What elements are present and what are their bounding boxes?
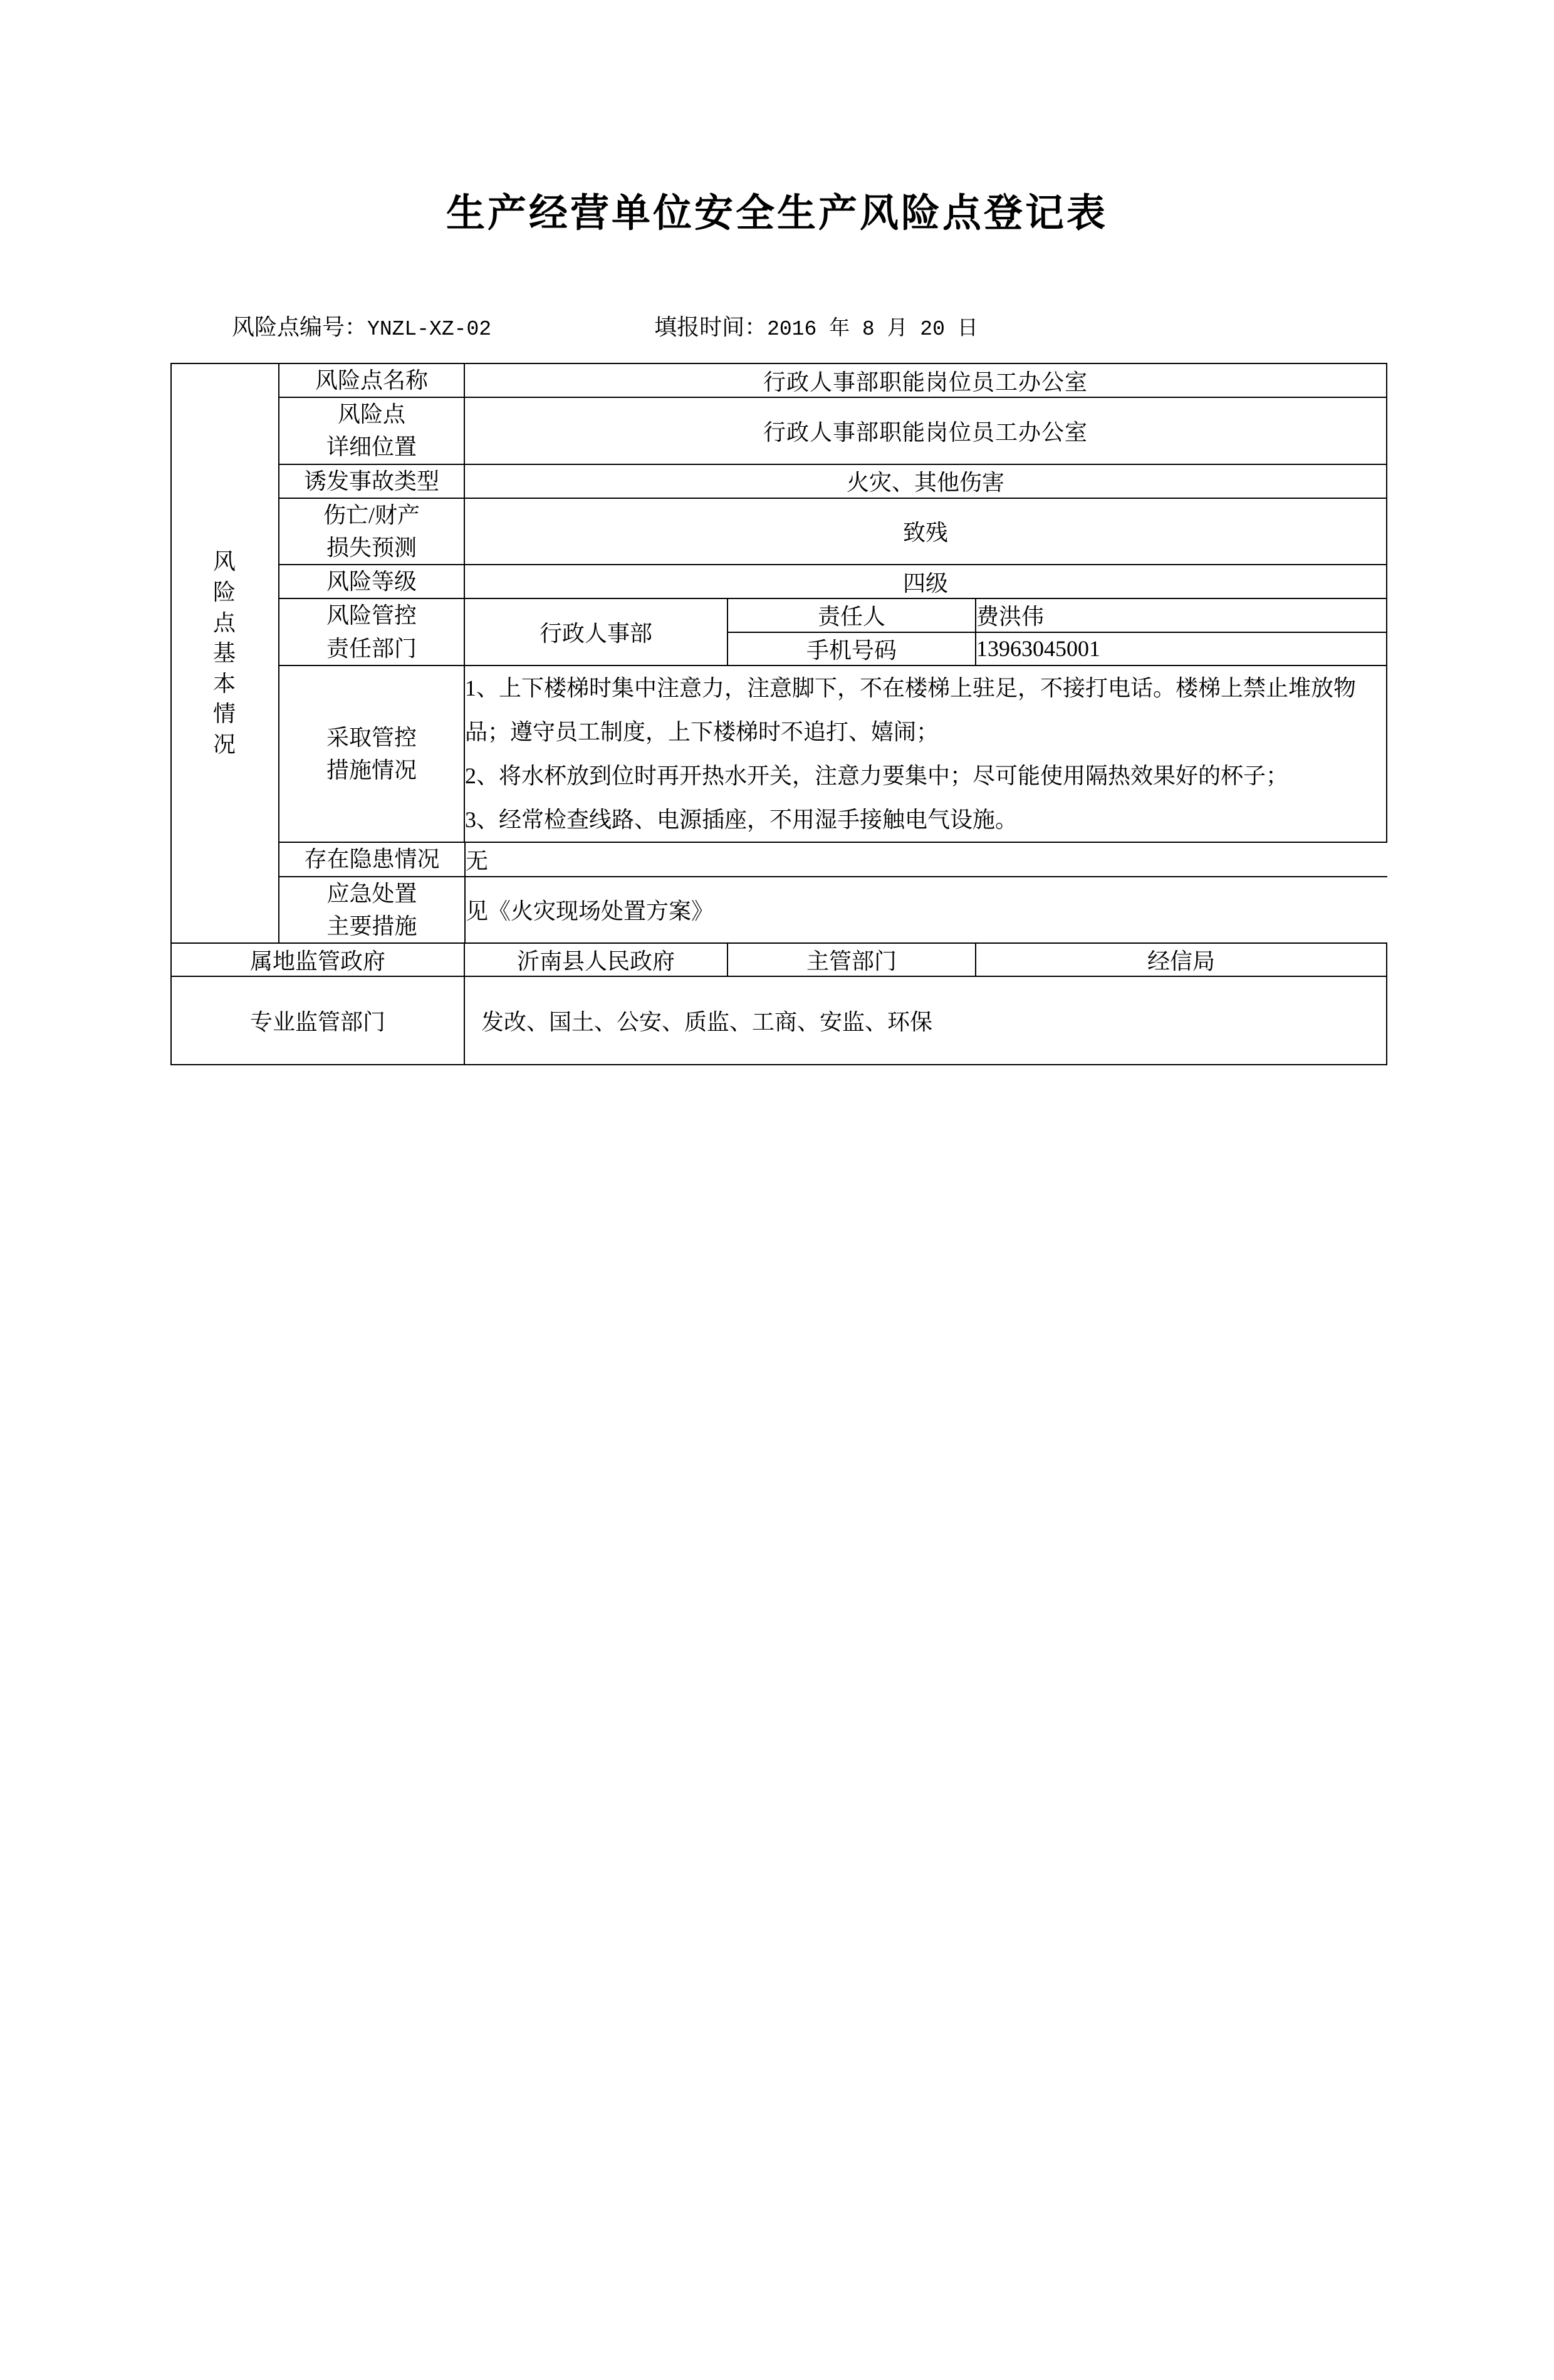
meta-row: [232, 310, 1385, 342]
value-risk-point-name: 行政人事部职能岗位员工办公室: [464, 363, 1387, 397]
value-local-government: 沂南县人民政府: [464, 943, 727, 976]
label-risk-level: 风险等级: [279, 565, 464, 598]
label-mobile-phone: 手机号码: [727, 632, 976, 665]
label-accident-type: 诱发事故类型: [279, 464, 464, 498]
table-row: [171, 397, 1387, 464]
label-professional-department: 专业监管部门: [171, 976, 464, 1065]
table-row: [171, 842, 1387, 943]
value-responsible-department: 行政人事部: [464, 598, 727, 665]
label-existing-hazard: 存在隐患情况: [279, 843, 465, 876]
label-responsible-person: 责任人: [727, 598, 976, 632]
value-responsible-person: 费洪伟: [976, 598, 1387, 632]
label-risk-point-name: 风险点名称: [279, 363, 464, 397]
label-risk-point-location: 风险点 详细位置: [279, 397, 464, 464]
table-row: [171, 498, 1387, 565]
measure-line: 3、经常检查线路、电源插座，不用湿手接触电气设施。: [465, 807, 1018, 833]
label-loss-prediction: 伤亡/财产 损失预测: [279, 498, 464, 565]
fill-date: [654, 310, 978, 342]
section-label-basic-info: 风 险 点 基 本 情 况: [171, 363, 279, 943]
section-label-text: 风: [212, 549, 237, 575]
value-existing-hazard: 无: [465, 843, 1387, 876]
table-row: [171, 665, 1387, 843]
risk-point-number-value: YNZL-XZ-02: [367, 318, 492, 341]
fill-date-value: 2016 年 8 月 20 日: [767, 318, 978, 341]
page-title: 生产经营单位安全生产风险点登记表: [446, 192, 1108, 235]
value-supervisor-department: 经信局: [976, 943, 1387, 976]
measure-line: 1、上下楼梯时集中注意力，注意脚下，不在楼梯上驻足，不接打电话。楼梯上禁止堆放物品；遵守员工制度，上下楼梯时不追打、嬉闹；: [465, 675, 1357, 744]
value-control-measures: [464, 665, 1387, 843]
value-emergency-measures: 见《火灾现场处置方案》: [465, 877, 1387, 942]
fill-date-label: 填报时间：: [654, 315, 768, 340]
table-row: [171, 565, 1387, 598]
label-responsible-department: 风险管控 责任部门: [279, 598, 464, 665]
value-mobile-phone: 13963045001: [976, 632, 1387, 665]
table-row: [171, 464, 1387, 498]
risk-registration-table-wrapper: [170, 363, 1386, 1065]
risk-point-number-label: 风险点编号：: [232, 315, 368, 340]
value-risk-level: 四级: [464, 565, 1387, 598]
table-row: [171, 976, 1387, 1065]
risk-point-number: [232, 310, 491, 342]
value-risk-point-location: 行政人事部职能岗位员工办公室: [464, 397, 1387, 464]
label-emergency-measures: 应急处置 主要措施: [279, 877, 465, 942]
value-loss-prediction: 致残: [464, 498, 1387, 565]
document-page: [0, 182, 1554, 2380]
table-row: [171, 598, 1387, 632]
value-accident-type: 火灾、其他伤害: [464, 464, 1387, 498]
table-row: [171, 363, 1387, 397]
risk-registration-table: [170, 363, 1387, 1065]
table-row: [171, 943, 1387, 976]
value-professional-department: 发改、国土、公安、质监、工商、安监、环保: [464, 976, 1387, 1065]
label-local-government: 属地监管政府: [171, 943, 464, 976]
label-control-measures: 采取管控 措施情况: [279, 665, 464, 843]
spacer-cell: [279, 842, 714, 943]
label-supervisor-department: 主管部门: [727, 943, 976, 976]
measure-line: 2、将水杯放到位时再开热水开关，注意力要集中；尽可能使用隔热效果好的杯子；: [465, 763, 1289, 789]
